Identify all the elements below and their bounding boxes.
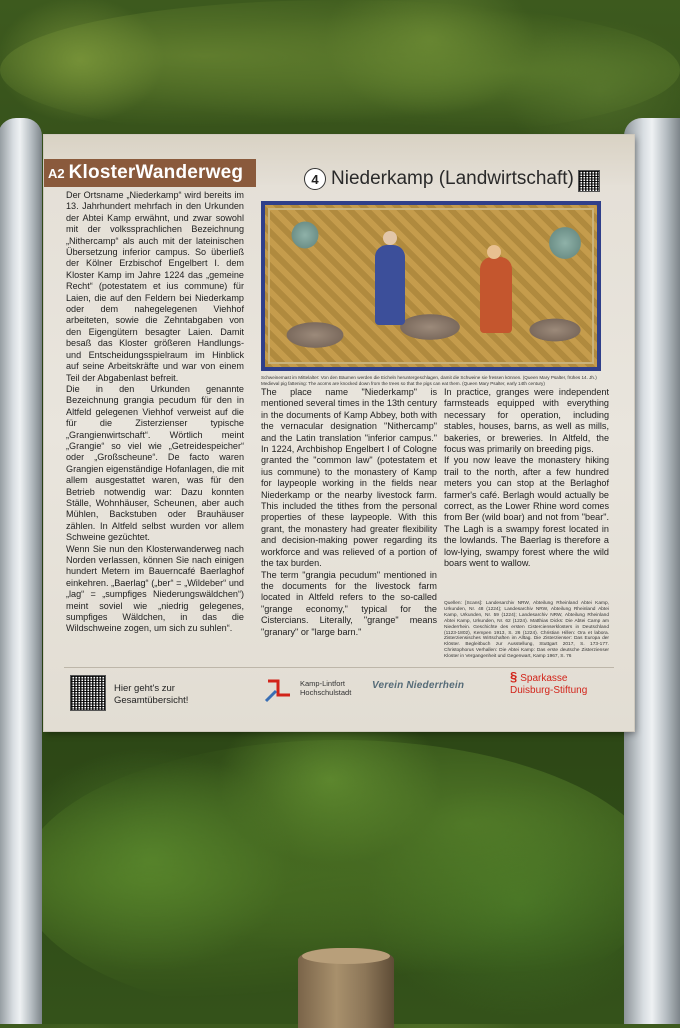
german-paragraph: Der Ortsname „Niederkamp“ wird bereits im 13. Jahrhundert mehrfach in den Urkunden der Abtei Kamp erwähnt, und zwar sowohl mit der volkssprachlichen Bezeichnung „Nithercamp“ als auch mit der lateinischen Übersetzung inferior campus. So überließ der Kölner Erzbischof Engelbert I. dem Kloster Kamp im Jahre 1224 das „gemeine Recht“ (potestatem et ius commune) für Laien, die auf den Feldern bei Niederkamp oder dem nahegelegenen Viehhof arbeiteten, sowie die Zehntabgaben von den Eigengütern besagter Laien. Damit besaß das Kloster größeren Handlungs- und Entscheidungsspielraum im Hinblick auf seine Arbeitskräfte und war von einem Teil der Abgabenlast befreit.	[66, 190, 244, 383]
kamp-lintfort-mark-icon	[264, 677, 294, 703]
illustration-caption: Schweinemast im Mittelalter: Von den Bäumen werden die Eicheln heruntergeschlagen, damit die Schweine sie fressen können. (Queen Mary Psalter, frühes 14. Jh.) Medieval pig fattening: The acorns are knocked down from the trees so that the pigs can eat them. (Queen Mary Psalter, early 14th century)	[261, 375, 597, 386]
english-paragraph: The term "grangia pecudum" mentioned in the documents for the livestock farm located in Altfeld refers to the so-called "grange economy," typical for the Cistercians. Literally, "grange" means "granary" or "large barn."	[261, 569, 437, 637]
medieval-illustration	[261, 201, 601, 371]
qr-code-overview-icon[interactable]	[70, 675, 106, 711]
sparkasse-logo	[510, 671, 587, 697]
german-paragraph: Die in den Urkunden genannte Bezeichnung grangia pecudum für den in Altfeld gelegenen Viehhof verweist auf die für die Zisterzienser typische „Grangienwirtschaft“. Wörtlich meint „Grangie“ so viel wie „Getreidespeicher“ oder „Großscheune“. De facto waren Grangien eigenständige Hofanlagen, die mit allem ausgestattet waren, was für den Betrieb notwendig war: Dazu konnten Ställe, Wohnhäuser, Scheunen, aber auch Mühlen, Backstuben oder Brauhäuser zählen. In Altfeld selbst wurden vor allem Schweine gezüchtet.	[66, 383, 244, 543]
qr-code-icon[interactable]	[578, 170, 600, 192]
verein-niederrhein-logo: Verein Niederrhein	[372, 680, 465, 691]
german-text-column	[66, 190, 244, 635]
english-text-column-1	[261, 387, 437, 638]
english-paragraph: In practice, granges were independent farmsteads equipped with everything necessary for operation, including stables, houses, barns, as well as mills, bakeries, or breweries. In Altfeld, the focus was primarily on breeding pigs.	[444, 387, 609, 455]
route-code: A2	[48, 165, 65, 181]
foliage-top	[0, 0, 680, 140]
klu-line2: Hochschulstadt	[300, 688, 352, 697]
kamp-lintfort-logo	[264, 675, 384, 705]
english-paragraph: The place name "Niederkamp" is mentioned several times in the 13th century in the documents of Kamp Abbey, both with the vernacular designation "Nithercamp" and the Latin translation "inferior campus." In 1224, Archbishop Engelbert I of Cologne granted the "common law" (potestatem et ius commune) to the monastery of Kamp for laypeople working in the fields near Niederkamp or the nearby livestock farm. This included the tithes from the personal properties of these laypeople. With this grant, the monastery had greater flexibility and decision-making power regarding its workforce and was relieved of a portion of the tax burden.	[261, 387, 437, 569]
route-title: KlosterWanderweg	[68, 162, 244, 183]
overview-link-text[interactable]: Hier geht's zur Gesamtübersicht!	[114, 683, 189, 706]
sparkasse-line1: Sparkasse	[520, 673, 568, 684]
station-number-badge: 4	[304, 168, 326, 190]
german-paragraph: Wenn Sie nun den Klosterwanderweg nach Norden verlassen, können Sie nach einigen hundert Metern im Bauerncafé Baerlaghof einkehren. „Baerlag“ („ber“ = „Wildeber“ und „lag“ = „sumpfiges Niederungswäldchen“) meint soviel wie „niedrig gelegenes, sumpfiges Wäldchen, in das die Wildschweine zogen, um sich zu suhlen“.	[66, 543, 244, 634]
sources-text: Quellen: [Scans]: Landesarchiv NRW, Abteilung Rheinland Abtei Kamp, Urkunden, Nr. 48 (1224); Landesarchiv NRW, Abteilung Rheinland Abtei Kamp, Urkunden, Nr. 59 (1224); Landesarchiv NRW, Abteilung Rheinland Abtei Kamp, Urkunden, Nr. 62 (1224). Matthias Dicks: Die Abtei Camp am Niederrhein. Geschichte des ersten Cistercienserklosters in Deutschland (1123-1802), Kempen 1913, S. 26 (1224). Christian Hillen: Ora et labora. Zisterziensisches Wirtschaften im Alltag. Die Zisterzienser: Das Europa der Klöster. Begleitbuch zur Ausstellung, Stuttgart 2017, S. 173-177. Christophorus Verhallen: Die Abtei Kamp: Das erste deutsche Zisterzienser Kloster in Vergangenheit und Gegenwart, Kamp 1967, S. 76	[444, 601, 609, 660]
wooden-stump	[298, 948, 394, 1028]
route-header	[44, 159, 256, 187]
information-sign	[44, 135, 634, 731]
sparkasse-line2: Duisburg-Stiftung	[510, 685, 588, 696]
blue-figure-illustration	[375, 245, 405, 325]
blue-figure-head	[383, 231, 397, 245]
red-figure-head	[487, 245, 501, 259]
sparkasse-s-icon: §	[510, 669, 518, 684]
station-title: Niederkamp (Landwirtschaft)	[331, 168, 574, 189]
english-text-column-2	[444, 387, 609, 570]
illustration-frame	[268, 208, 594, 364]
klu-line1: Kamp-Lintfort	[300, 679, 346, 688]
red-figure-illustration	[480, 257, 512, 333]
footer-divider	[64, 667, 614, 668]
metal-post-left	[0, 118, 42, 1024]
english-paragraph: If you now leave the monastery hiking trail to the north, after a few hundred meters you can stop at the Berlaghof farmer's café. Berlagh would actually be correct, as the Lower Rhine word comes from Ber (wild boar) and not from "bear". The Lagh is a swampy forest located in the lowlands. The Baerlag is therefore a low-lying, swampy forest where the wild boars went to wallow.	[444, 455, 609, 569]
